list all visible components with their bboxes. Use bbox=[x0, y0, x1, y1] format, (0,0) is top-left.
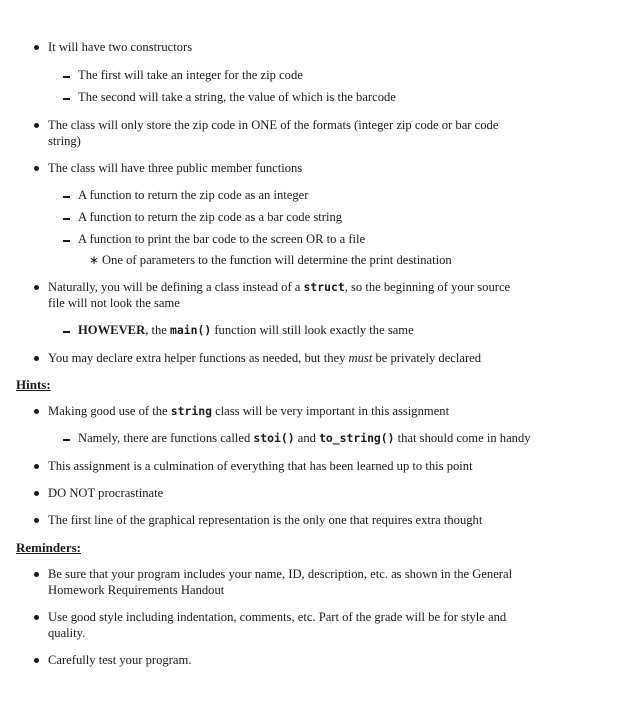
sub-sub-item-print-destination: One of parameters to the function will determine the print destination bbox=[102, 253, 452, 267]
bullet-dot bbox=[34, 572, 39, 577]
dash-marker bbox=[63, 98, 70, 100]
bullet-dot bbox=[34, 409, 39, 414]
dash-marker bbox=[63, 240, 70, 242]
text-run: and bbox=[294, 431, 320, 445]
bullet-dot bbox=[34, 518, 39, 523]
text-run: Making good use of the bbox=[48, 404, 171, 418]
bullet-member-functions: The class will have three public member functions bbox=[48, 161, 303, 175]
sub-item-integer-constructor: The first will take an integer for the zip code bbox=[78, 68, 303, 82]
sub-item-return-integer: A function to return the zip code as an integer bbox=[78, 188, 309, 202]
bullet-class-vs-struct-line2: file will not look the same bbox=[48, 296, 180, 310]
code-string: string bbox=[170, 404, 212, 418]
code-stoi: stoi() bbox=[253, 431, 295, 445]
code-to-string: to_string() bbox=[319, 431, 395, 445]
code-main: main() bbox=[170, 323, 212, 337]
bullet-dot bbox=[34, 491, 39, 496]
text-run: , the bbox=[145, 323, 171, 337]
asterisk-marker: ∗ bbox=[89, 253, 100, 267]
bullet-dot bbox=[34, 356, 39, 361]
hint-culmination: This assignment is a culmination of everything that has been learned up to this point bbox=[48, 459, 473, 473]
bullet-helper-functions bbox=[48, 351, 481, 366]
bullet-dot bbox=[34, 658, 39, 663]
text-run: You may declare extra helper functions as needed, but they bbox=[48, 351, 349, 365]
bullet-dot bbox=[34, 166, 39, 171]
emphasis-must: must bbox=[348, 351, 373, 365]
dash-marker bbox=[63, 331, 70, 333]
bullet-dot bbox=[34, 45, 39, 50]
bullet-storage-format-line2: string) bbox=[48, 134, 81, 148]
sub-item-however-main bbox=[78, 323, 414, 338]
emphasis-however: HOWEVER bbox=[78, 323, 146, 337]
sub-item-print-barcode: A function to print the bar code to the screen OR to a file bbox=[78, 232, 366, 246]
text-run: Naturally, you will be defining a class instead of a bbox=[48, 280, 304, 294]
text-run: Namely, there are functions called bbox=[78, 431, 254, 445]
reminder-good-style-line2: quality. bbox=[48, 626, 86, 640]
hint-stoi-to-string bbox=[78, 431, 531, 446]
hint-string-class bbox=[48, 404, 449, 419]
reminder-header-info-line1: Be sure that your program includes your name, ID, description, etc. as shown in the General bbox=[48, 567, 513, 581]
bullet-class-vs-struct-line1 bbox=[48, 280, 510, 295]
reminder-good-style-line1: Use good style including indentation, comments, etc. Part of the grade will be for style and bbox=[48, 610, 507, 624]
sub-item-string-constructor: The second will take a string, the value of which is the barcode bbox=[78, 90, 396, 104]
hint-first-line: The first line of the graphical representation is the only one that requires extra thought bbox=[48, 513, 483, 527]
bullet-dot bbox=[34, 464, 39, 469]
text-run: function will still look exactly the same bbox=[211, 323, 414, 337]
hint-procrastinate: DO NOT procrastinate bbox=[48, 486, 164, 500]
reminder-test-program: Carefully test your program. bbox=[48, 653, 192, 667]
dash-marker bbox=[63, 76, 70, 78]
bullet-dot bbox=[34, 123, 39, 128]
hints-heading: Hints: bbox=[16, 377, 51, 392]
text-run: , so the beginning of your source bbox=[344, 280, 511, 294]
text-run: class will be very important in this assignment bbox=[211, 404, 450, 418]
code-struct: struct bbox=[303, 280, 345, 294]
bullet-dot bbox=[34, 615, 39, 620]
bullet-constructors: It will have two constructors bbox=[48, 40, 193, 54]
text-run: be privately declared bbox=[372, 351, 482, 365]
bullet-dot bbox=[34, 285, 39, 290]
dash-marker bbox=[63, 218, 70, 220]
reminder-header-info-line2: Homework Requirements Handout bbox=[48, 583, 225, 597]
bullet-storage-format-line1: The class will only store the zip code in ONE of the formats (integer zip code or bar code bbox=[48, 118, 499, 132]
dash-marker bbox=[63, 439, 70, 441]
sub-item-return-barcode: A function to return the zip code as a bar code string bbox=[78, 210, 343, 224]
reminders-heading: Reminders: bbox=[16, 540, 81, 555]
text-run: that should come in handy bbox=[394, 431, 531, 445]
dash-marker bbox=[63, 196, 70, 198]
